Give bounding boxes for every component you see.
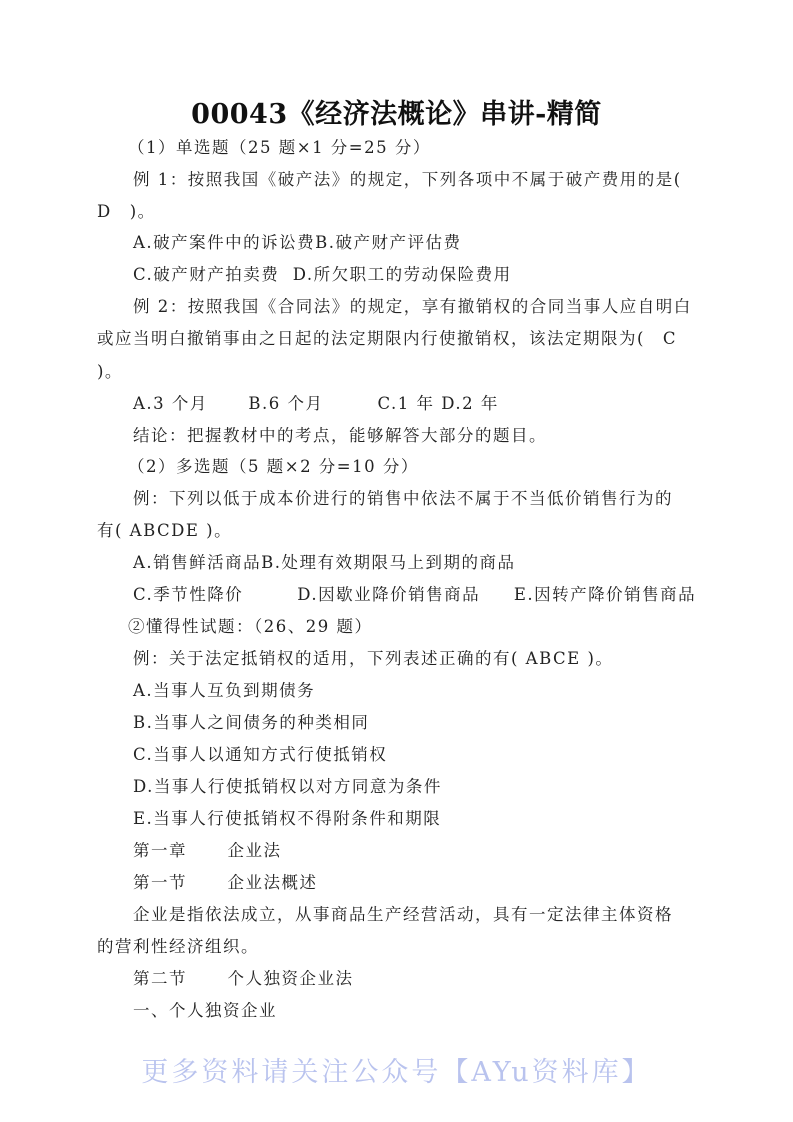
text-line: 例 2：按照我国《合同法》的规定，享有撤销权的合同当事人应自明白 (133, 297, 692, 316)
text-line: 企业是指依法成立，从事商品生产经营活动，具有一定法律主体资格 (133, 905, 673, 924)
text-line: 例：下列以低于成本价进行的销售中依法不属于不当低价销售行为的 (133, 489, 673, 508)
text-line: A.销售鲜活商品B.处理有效期限马上到期的商品 (133, 553, 516, 572)
watermark: 更多资料请关注公众号【AYu资料库】 (141, 1057, 652, 1088)
text-line: C.当事人以通知方式行使抵销权 (133, 745, 388, 764)
text-line: C.季节性降价 D.因歇业降价销售商品 E.因转产降价销售商品 (133, 585, 697, 604)
text-line: A.破产案件中的诉讼费B.破产财产评估费 (133, 233, 462, 252)
text-line: （1）单选题（25 题×1 分=25 分） (128, 138, 431, 157)
text-line: A.当事人互负到期债务 (133, 681, 316, 700)
text-line: D.当事人行使抵销权以对方同意为条件 (133, 777, 442, 796)
text-line: )。 (97, 362, 123, 381)
text-line: 结论：把握教材中的考点，能够解答大部分的题目。 (133, 426, 547, 445)
text-line: 例：关于法定抵销权的适用，下列表述正确的有( ABCE )。 (133, 649, 614, 668)
text-line: 第二节 个人独资企业法 (133, 969, 354, 988)
text-line: B.当事人之间债务的种类相同 (133, 713, 370, 732)
text-line: 第一章 企业法 (133, 841, 282, 860)
text-line: 的营利性经济组织。 (97, 937, 259, 956)
text-line: C.破产财产拍卖费 D.所欠职工的劳动保险费用 (133, 265, 512, 284)
text-line: 例 1：按照我国《破产法》的规定，下列各项中不属于破产费用的是( (133, 170, 682, 189)
text-line: 或应当明白撤销事由之日起的法定期限内行使撤销权，该法定期限为( C (97, 329, 678, 348)
text-line: 有( ABCDE )。 (97, 521, 233, 540)
text-line: A.3 个月 B.6 个月 C.1 年 D.2 年 (133, 394, 499, 413)
text-line: 一、个人独资企业 (133, 1001, 277, 1020)
text-line: 第一节 企业法概述 (133, 873, 318, 892)
document-title: 00043《经济法概论》串讲-精简 (191, 99, 602, 130)
text-line: E.当事人行使抵销权不得附条件和期限 (133, 809, 442, 828)
text-line: （2）多选题（5 题×2 分=10 分） (128, 457, 419, 476)
text-line: D )。 (97, 202, 156, 221)
text-line: ②懂得性试题：（26、29 题） (128, 617, 373, 636)
